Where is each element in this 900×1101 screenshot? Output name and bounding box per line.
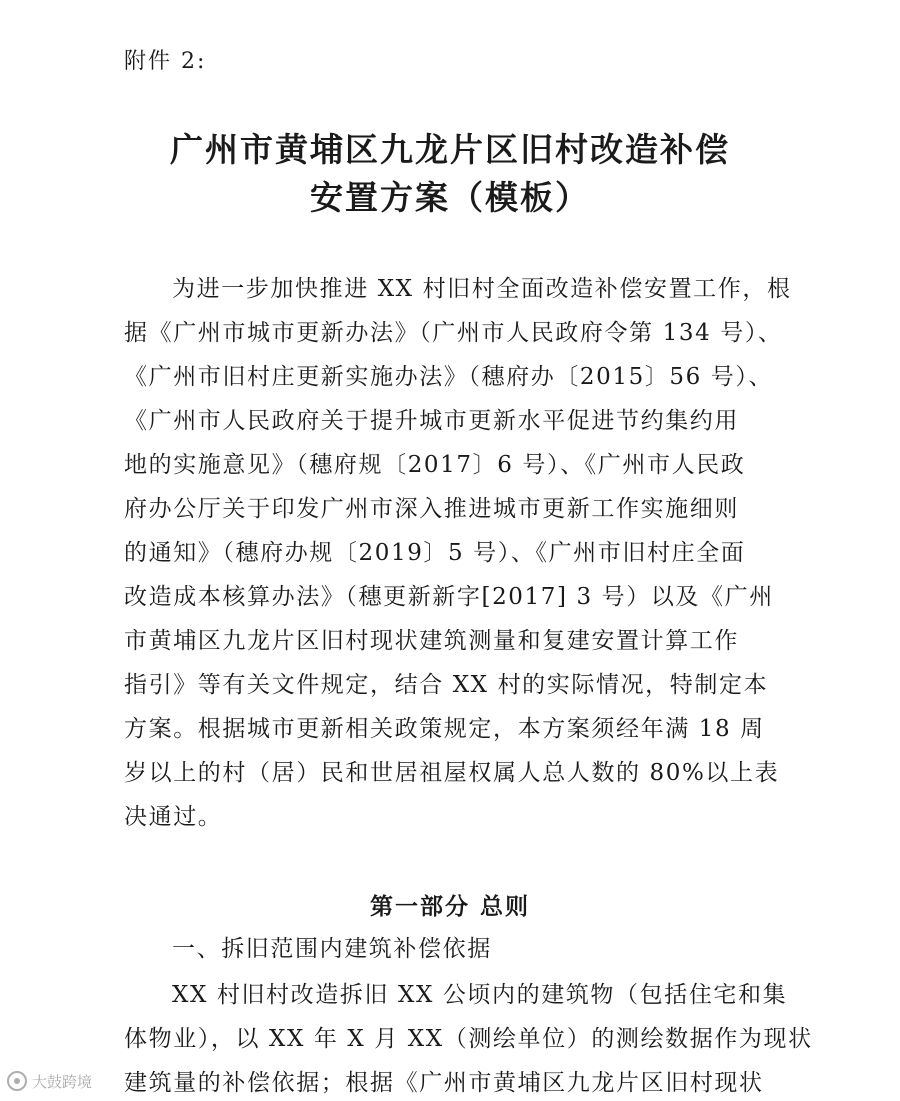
text-line: 府办公厅关于印发广州市深入推进城市更新工作实施细则 [124, 496, 739, 522]
text-line: 为进一步加快推进 XX 村旧村全面改造补偿安置工作，根 [172, 276, 792, 302]
subheading: 一、拆旧范围内建筑补偿依据 [172, 936, 492, 962]
text-line: 《广州市人民政府关于提升城市更新水平促进节约集约用 [124, 408, 739, 434]
text-line: 指引》等有关文件规定，结合 XX 村的实际情况，特制定本 [124, 672, 769, 698]
text-line: 建筑量的补偿依据；根据《广州市黄埔区九龙片区旧村现状 [124, 1070, 764, 1096]
watermark-logo-icon [6, 1070, 28, 1092]
text-line: 体物业），以 XX 年 X 月 XX（测绘单位）的测绘数据作为现状 [124, 1026, 813, 1052]
watermark [6, 1070, 92, 1092]
text-line: 据《广州市城市更新办法》（广州市人民政府令第 134 号）、 [124, 320, 783, 346]
text-line: 改造成本核算办法》（穗更新新字[2017] 3 号）以及《广州 [124, 584, 774, 610]
text-line: 岁以上的村（居）民和世居祖屋权属人总人数的 80%以上表 [124, 760, 780, 786]
watermark-text: 大鼓跨境 [32, 1072, 93, 1091]
text-line: 的通知》（穗府办规〔2019〕5 号）、《广州市旧村庄全面 [124, 540, 746, 566]
text-line: 市黄埔区九龙片区旧村现状建筑测量和复建安置计算工作 [124, 628, 739, 654]
text-line: 《广州市旧村庄更新实施办法》（穗府办〔2015〕56 号）、 [124, 364, 774, 390]
text-line: XX 村旧村改造拆旧 XX 公顷内的建筑物（包括住宅和集 [172, 982, 788, 1008]
text-line: 地的实施意见》（穗府规〔2017〕6 号）、《广州市人民政 [124, 452, 746, 478]
document-title-line1: 广州市黄埔区九龙片区旧村改造补偿 [170, 130, 730, 169]
attachment-label: 附件 2: [124, 49, 207, 74]
section-heading: 第一部分 总则 [369, 894, 530, 920]
document-title-line2: 安置方案（模板） [310, 178, 590, 217]
text-line: 方案。根据城市更新相关政策规定，本方案须经年满 18 周 [124, 716, 765, 742]
text-line: 决通过。 [124, 804, 223, 830]
